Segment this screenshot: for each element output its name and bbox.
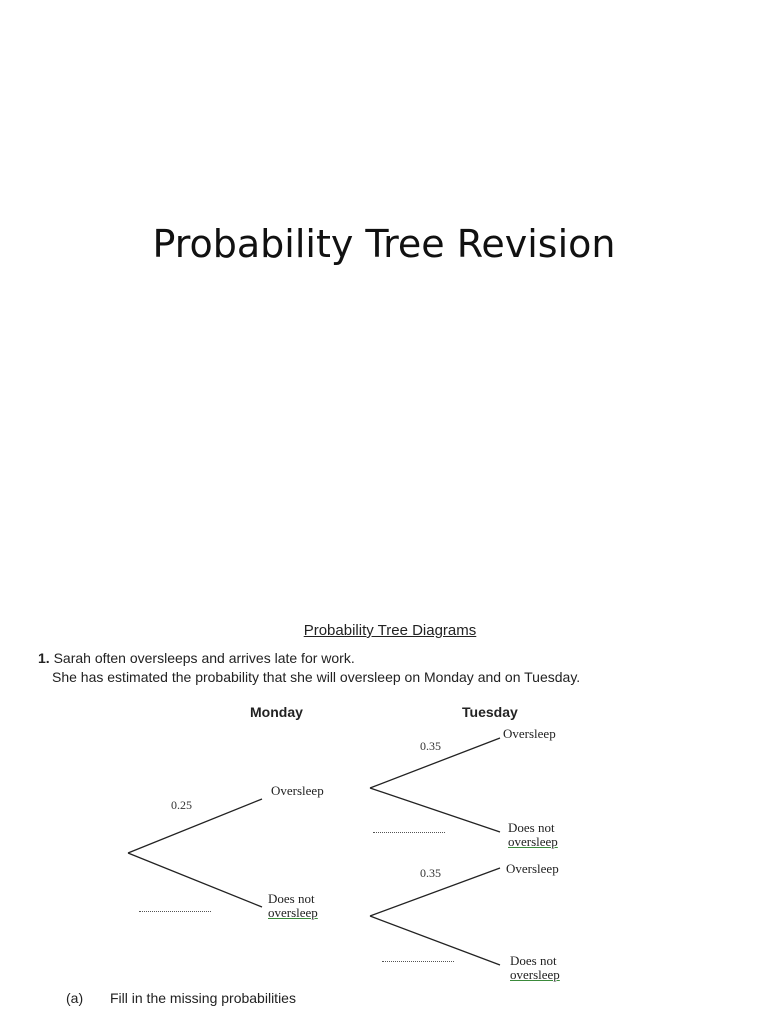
part-a xyxy=(66,990,296,1006)
outcome-tue-lower-not-line2: oversleep xyxy=(510,967,560,982)
outcome-tue-upper-not-line2: oversleep xyxy=(508,834,558,849)
outcome-tue-upper-oversleep: Oversleep xyxy=(503,726,556,741)
tuesday-label: Tuesday xyxy=(462,704,518,720)
outcome-tue-lower-oversleep: Oversleep xyxy=(506,861,559,876)
outcome-monday-not-line1: Does not xyxy=(268,891,315,906)
outcome-tue-upper-not xyxy=(508,821,558,849)
outcome-monday-not-line2: oversleep xyxy=(268,905,318,920)
outcome-tue-lower-not xyxy=(510,954,560,982)
question-number: 1. xyxy=(38,650,50,666)
blank-tue-upper-not xyxy=(373,832,445,833)
part-a-text: Fill in the missing probabilities xyxy=(110,990,296,1006)
outcome-tue-lower-not-line1: Does not xyxy=(510,953,557,968)
branch-tue-upper-not xyxy=(370,788,500,832)
part-a-label: (a) xyxy=(66,990,84,1006)
branch-monday-not xyxy=(128,853,262,907)
question-line-2: She has estimated the probability that she will oversleep on Monday and on Tuesday. xyxy=(52,669,581,685)
outcome-monday-not xyxy=(268,892,318,920)
prob-tue-lower-oversleep: 0.35 xyxy=(420,866,441,880)
monday-label: Monday xyxy=(250,704,303,720)
outcome-tue-upper-not-line1: Does not xyxy=(508,820,555,835)
prob-monday-oversleep: 0.25 xyxy=(171,798,192,812)
outcome-monday-oversleep: Oversleep xyxy=(271,783,324,798)
branch-monday-oversleep xyxy=(128,799,262,853)
branch-tue-lower-not xyxy=(370,916,500,965)
blank-monday-not xyxy=(139,911,211,912)
worksheet-title: Probability Tree Diagrams xyxy=(303,622,477,639)
worksheet-image xyxy=(0,600,768,1024)
question-text-1: Sarah often oversleeps and arrives late for work. xyxy=(53,650,355,666)
blank-tue-lower-not xyxy=(382,961,454,962)
slide-title: Probability Tree Revision xyxy=(152,222,616,266)
prob-tue-upper-oversleep: 0.35 xyxy=(420,739,441,753)
